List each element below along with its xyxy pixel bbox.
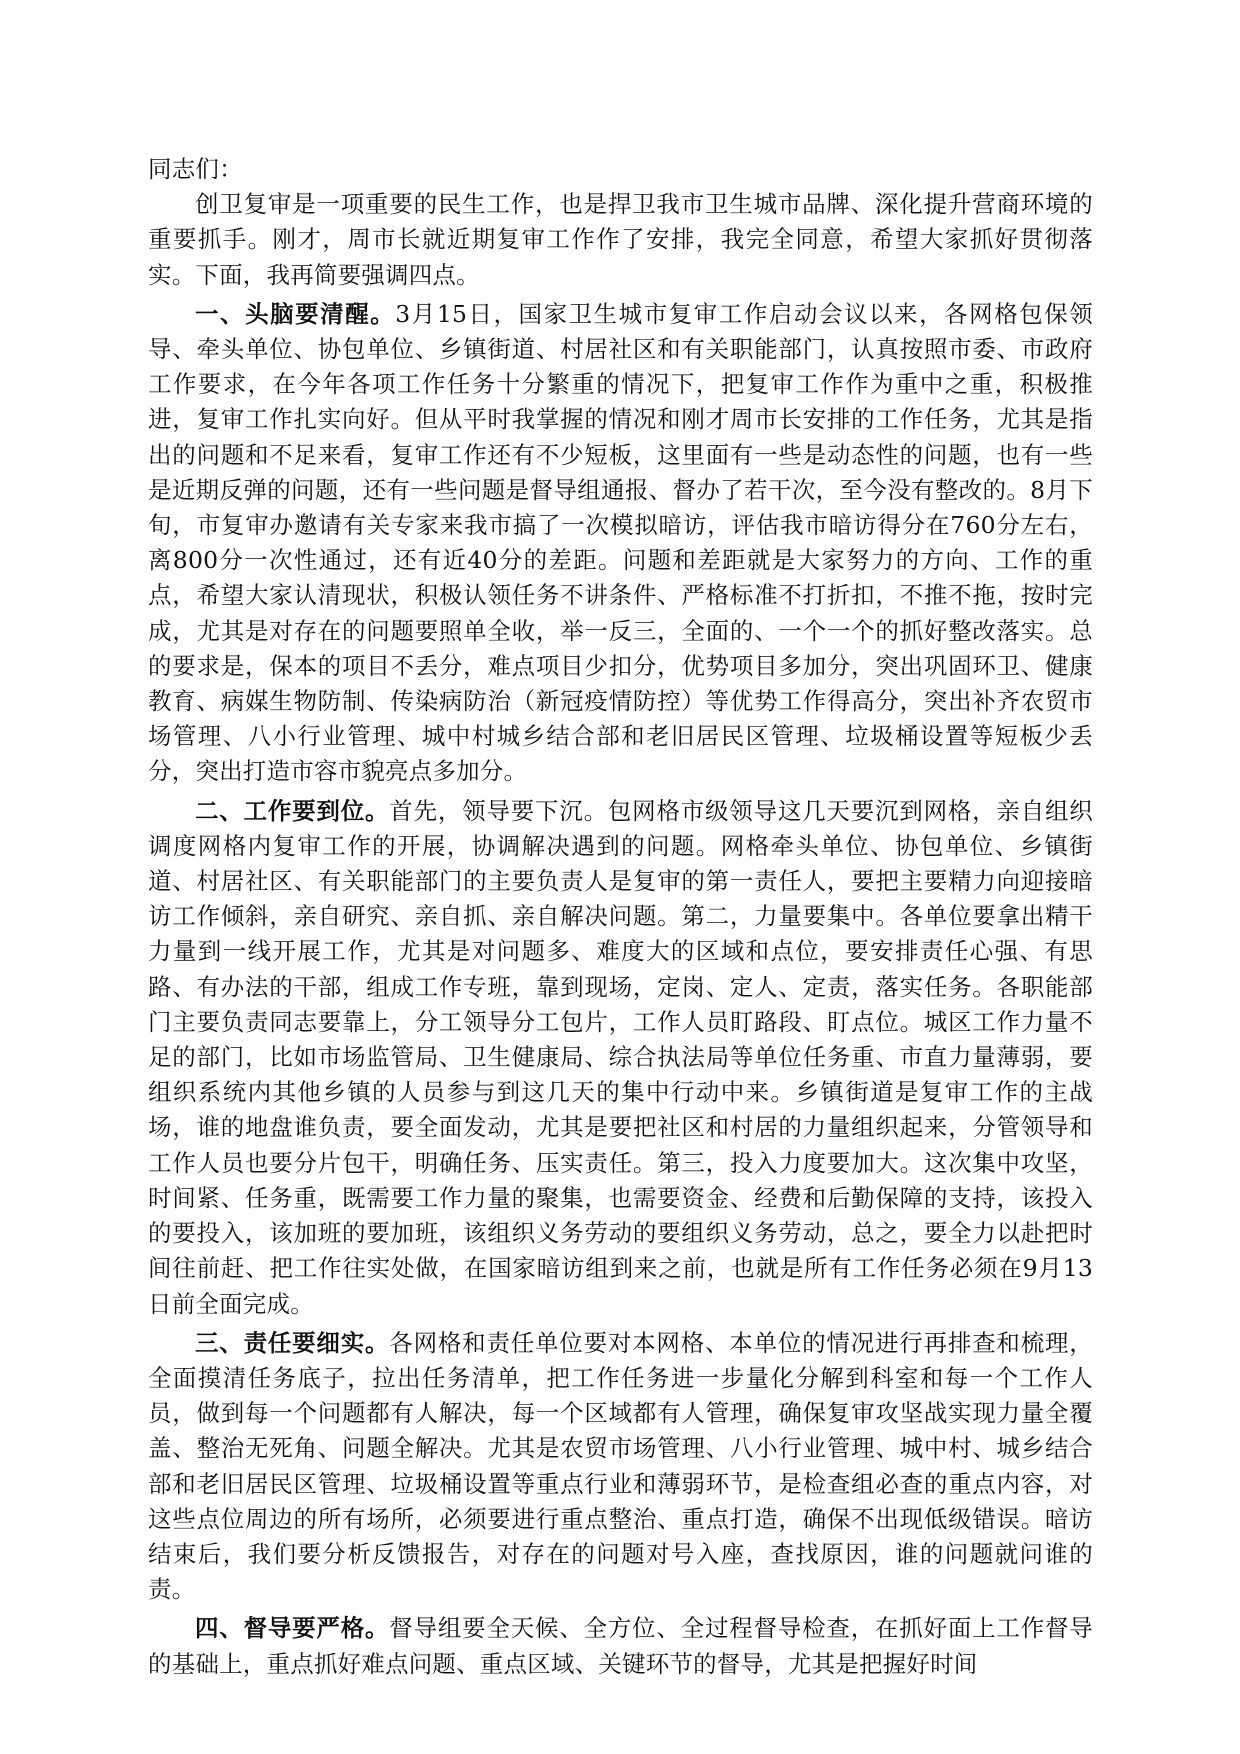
section-2-body: 首先，领导要下沉。包网格市级领导这几天要沉到网格，亲自组织调度网格内复审工作的开展，协调解决遇到的问题。网格牵头单位、协包单位、乡镇街道、村居社区、有关职能部门的主要负责人是复审的第一责任人，要把主要精力向迎接暗访工作倾斜，亲自研究、亲自抓、亲自解决问题。第二，力量要集中。各单位要拿出精干力量到一线开展工作，尤其是对问题多、难度大的区域和点位，要安排责任心强、有思路、有办法的干部，组成工作专班，靠到现场，定岗、定人、定责，落实任务。各职能部门主要负责同志要靠上，分工领导分工包片，工作人员盯路段、盯点位。城区工作力量不足的部门，比如市场监管局、卫生健康局、综合执法局等单位任务重、市直力量薄弱，要组织系统内其他乡镇的人员参与到这几天的集中行动中来。乡镇街道是复审工作的主战场，谁的地盘谁负责，要全面发动，尤其是要把社区和村居的力量组织起来，分管领导和工作人员也要分片包干，明确任务、压实责任。第三，投入力度要加大。这次集中攻坚，时间紧、任务重，既需要工作力量的聚集，也需要资金、经费和后勤保障的支持，该投入的要投入，该加班的要加班，该组织义务劳动的要组织义务劳动，总之，要全力以赴把时间往前赶、把工作往实处做，在国家暗访组到来之前，也就是所有工作任务必须在9月13日前全面完成。 (148, 796, 1093, 1318)
section-4-paragraph (148, 1611, 1093, 1681)
section-1-paragraph (148, 297, 1093, 790)
intro-paragraph: 创卫复审是一项重要的民生工作，也是捍卫我市卫生城市品牌、深化提升营商环境的重要抓手。刚才，周市长就近期复审工作作了安排，我完全同意，希望大家抓好贯彻落实。下面，我再简要强调四点。 (148, 190, 1093, 289)
section-3-paragraph (148, 1326, 1093, 1608)
section-3-heading: 三、责任要细实。 (195, 1328, 390, 1357)
speech-text (148, 152, 1093, 1682)
section-3-body: 各网格和责任单位要对本网格、本单位的情况进行再排查和梳理，全面摸清任务底子，拉出任务清单，把工作任务进一步量化分解到科室和每一个工作人员，做到每一个问题都有人解决，每一个区域都有人管理，确保复审攻坚战实现力量全覆盖、整治无死角、问题全解决。尤其是农贸市场管理、八小行业管理、城中村、城乡结合部和老旧居民区管理、垃圾桶设置等重点行业和薄弱环节，是检查组必查的重点内容，对这些点位周边的所有场所，必须要进行重点整治、重点打造，确保不出现低级错误。暗访结束后，我们要分析反馈报告，对存在的问题对号入座，查找原因，谁的问题就问谁的责。 (148, 1328, 1093, 1604)
section-2-paragraph (148, 794, 1093, 1322)
section-1-heading: 一、头脑要清醒。 (195, 299, 396, 328)
section-2-heading: 二、工作要到位。 (195, 796, 390, 825)
salutation: 同志们： (148, 155, 243, 183)
section-4-body: 督导组要全天候、全方位、全过程督导检查，在抓好面上工作督导的基础上，重点抓好难点问题、重点区域、关键环节的督导，尤其是把握好时间 (148, 1614, 1093, 1678)
section-1-body: 3月15日，国家卫生城市复审工作启动会议以来，各网格包保领导、牵头单位、协包单位、乡镇街道、村居社区和有关职能部门，认真按照市委、市政府工作要求，在今年各项工作任务十分繁重的情况下，把复审工作作为重中之重，积极推进，复审工作扎实向好。但从平时我掌握的情况和刚才周市长安排的工作任务，尤其是指出的问题和不足来看，复审工作还有不少短板，这里面有一些是动态性的问题，也有一些是近期反弹的问题，还有一些问题是督导组通报、督办了若干次，至今没有整改的。8月下旬，市复审办邀请有关专家来我市搞了一次模拟暗访，评估我市暗访得分在760分左右，离800分一次性通过，还有近40分的差距。问题和差距就是大家努力的方向、工作的重点，希望大家认清现状，积极认领任务不讲条件、严格标准不打折扣，不推不拖，按时完成，尤其是对存在的问题要照单全收，举一反三，全面的、一个一个的抓好整改落实。总的要求是，保本的项目不丢分，难点项目少扣分，优势项目多加分，突出巩固环卫、健康教育、病媒生物防制、传染病防治（新冠疫情防控）等优势工作得高分，突出补齐农贸市场管理、八小行业管理、城中村城乡结合部和老旧居民区管理、垃圾桶设置等短板少丢分，突出打造市容市貌亮点多加分。 (148, 299, 1094, 786)
section-4-heading: 四、督导要严格。 (195, 1614, 390, 1643)
